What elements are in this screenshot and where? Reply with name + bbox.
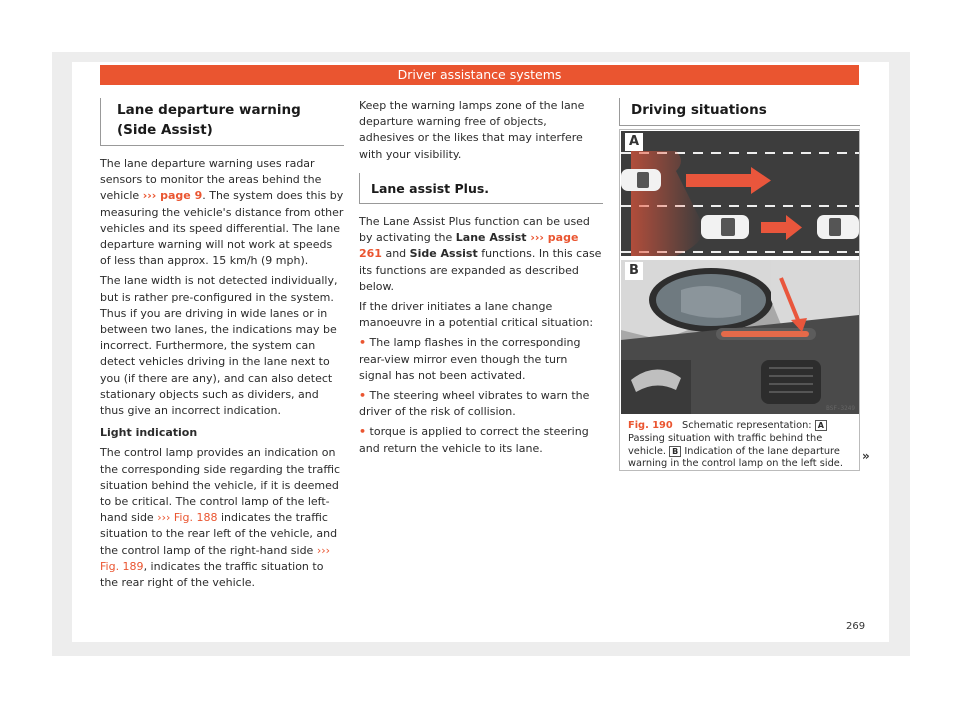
- bullet-icon: •: [359, 425, 367, 439]
- text: and: [381, 247, 410, 261]
- fig-link-189[interactable]: ››› Fig. 189: [100, 543, 331, 573]
- figure-190: [619, 129, 860, 471]
- panel-label-b: B: [625, 262, 643, 280]
- section-title-side-assist: Lane departure warning (Side Assist): [100, 98, 344, 146]
- chapter-header: Driver assistance systems: [100, 65, 859, 85]
- caption-label-b: B: [669, 446, 681, 457]
- text: , indicates the traffic situation to the rear right of the vehicle.: [100, 559, 324, 590]
- bullet-icon: •: [359, 336, 367, 350]
- caption-text: Passing situation with traffic behind the vehicle.: [628, 432, 823, 457]
- fig-link-188[interactable]: ››› Fig. 188: [157, 511, 218, 525]
- text: The Lane Assist Plus function can be used by activating the: [359, 215, 590, 245]
- text: . The system does this by measuring the vehicle's distance from other vehicles and its speed differential. The lane departure warning will not work at speeds of less than approx. 15 km/h (9 mph).: [100, 189, 344, 268]
- page-link[interactable]: ››› page 261: [359, 231, 579, 261]
- section-title-lane-assist-plus: Lane assist Plus.: [359, 173, 603, 204]
- caption-fig-label: Fig. 190: [628, 420, 673, 431]
- paragraph-control-lamp: [100, 445, 344, 591]
- panel-label-a: A: [625, 133, 643, 151]
- caption-label-a: A: [815, 420, 827, 431]
- text: indicates the traffic situation to the rear left of the vehicle, and the control lamp of the right-hand side: [100, 511, 338, 557]
- page-number: 269: [846, 621, 866, 632]
- door-mirror-illustration: [621, 260, 859, 414]
- paragraph-intro: [100, 156, 344, 269]
- paragraph-lane-width: The lane width is not detected individually, but is rather pre-configured in the system. Thus if you are driving in wide lanes or in between two lanes, the indications may be incorrect. Furthermore, the system can detect vehicles driving in the lane next to you (if there are any), and can also detect stationary objects such as dividers, and thus give an incorrect indication.: [100, 274, 338, 418]
- page-link[interactable]: ››› page 9: [142, 189, 203, 203]
- text: functions. In this case its functions are expanded as described below.: [359, 247, 602, 293]
- bullet-item: [359, 424, 603, 456]
- caption-text: Indication of the lane departure warning in the control lamp on the left side.: [628, 445, 843, 470]
- figure-panel-b: [621, 260, 859, 414]
- paragraph-keep-clear: Keep the warning lamps zone of the lane departure warning free of objects, adhesives or the likes that may interfere with your visibility.: [359, 99, 585, 161]
- figure-panel-a: [621, 131, 859, 256]
- subheading-light-indication: Light indication: [100, 426, 198, 440]
- bullet-icon: •: [359, 389, 367, 403]
- continued-marker: »: [862, 449, 870, 463]
- term-side-assist: Side Assist: [409, 247, 478, 261]
- bullet-text: The lamp flashes in the corresponding rear-view mirror even though the turn signal has not been activated.: [359, 336, 581, 382]
- paragraph-lane-assist: [359, 214, 603, 295]
- column-left: [100, 98, 344, 595]
- bullet-text: The steering wheel vibrates to warn the driver of the risk of collision.: [359, 389, 590, 419]
- bullet-text: torque is applied to correct the steering and return the vehicle to its lane.: [359, 425, 589, 455]
- text: The lane departure warning uses radar sensors to monitor the areas behind the vehicle: [100, 157, 322, 203]
- caption-text: Schematic representation:: [682, 420, 815, 431]
- text: The control lamp provides an indication on the corresponding side regarding the traffic situation behind the vehicle, if it is deemed to be critical. The control lamp of the left-hand side: [100, 446, 341, 525]
- bullet-item: [359, 335, 603, 384]
- road-scene-illustration: [621, 131, 859, 256]
- paragraph-lane-change: If the driver initiates a lane change manoeuvre in a potential critical situation:: [359, 300, 594, 330]
- term-lane-assist: Lane Assist: [455, 231, 527, 245]
- figure-caption: [628, 420, 852, 471]
- section-title-driving-situations: Driving situations: [619, 98, 860, 126]
- bullet-item: [359, 388, 603, 420]
- column-middle: [359, 98, 603, 461]
- figure-code: BSF-3249: [826, 405, 855, 412]
